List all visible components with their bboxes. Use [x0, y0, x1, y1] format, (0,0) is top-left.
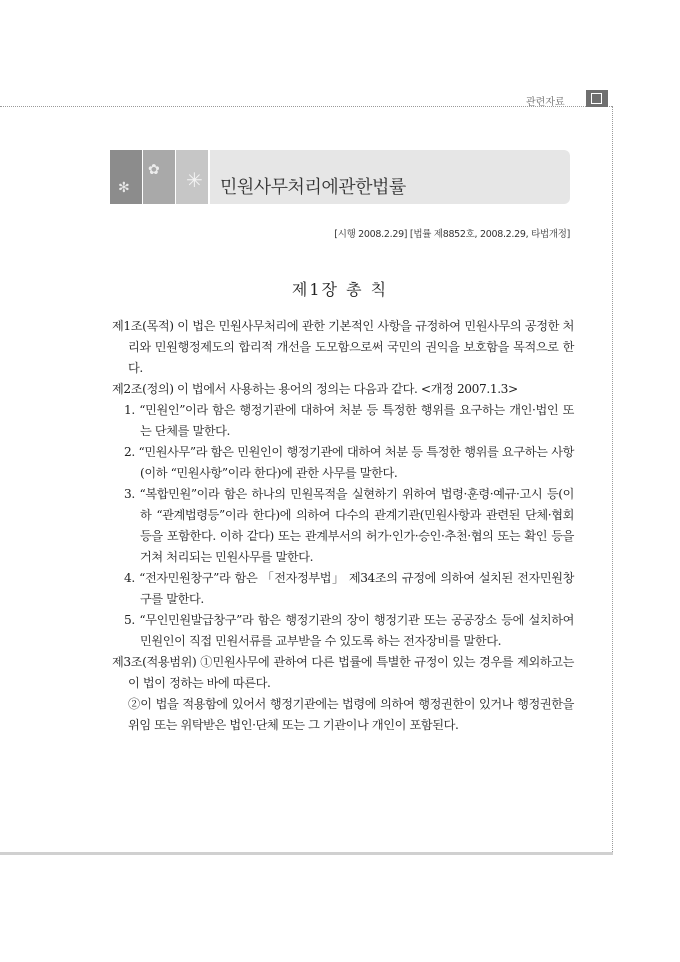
- article-2-item: 5. “무인민원발급창구”라 함은 행정기관의 장이 행정기관 또는 공공장소 등에 설치하여 민원인이 직접 민원서류를 교부받을 수 있도록 하는 전자장비를 말한다.: [124, 613, 574, 648]
- article-3-paragraph: ②이 법을 적용함에 있어서 행정기관에는 법령에 의하여 행정권한이 있거나 행정권한을 위임 또는 위탁받은 법인·단체 또는 그 기관이나 개인이 포함된다.: [128, 697, 574, 732]
- article-2-item: 4. “전자민원창구”라 함은 「전자정부법」 제34조의 규정에 의하여 설치된 전자민원창구를 말한다.: [124, 571, 574, 606]
- page-title: 민원사무처리에관한법률: [220, 177, 406, 198]
- chapter-title: 제1장 총 칙: [291, 280, 389, 299]
- article-2-item: 3. “복합민원”이라 함은 하나의 민원목적을 실현하기 위하여 법령·훈령·예규·고시 등(이하 “관계법령등”이라 한다)에 의하여 다수의 관계기관(민원사항과 관련된 단체·협회 등을 포함한다. 이하 같다) 또는 관계부서의 허가·인가·승인·추천·협의 또는 확인 등을 거쳐 처리되는 민원사무를 말한다.: [124, 487, 574, 564]
- page-frame-top-border: [0, 106, 612, 107]
- decorative-tile: [176, 150, 208, 204]
- flower-icon: ✳: [186, 168, 203, 192]
- flower-icon: ✻: [118, 180, 130, 196]
- flower-icon: ✿: [148, 162, 160, 178]
- article-3: 제3조(적용범위) ①민원사무에 관하여 다른 법률에 특별한 규정이 있는 경우를 제외하고는 이 법이 정하는 바에 따른다.: [112, 655, 574, 690]
- article-2-item: 1. “민원인”이라 함은 행정기관에 대하여 처분 등 특정한 행위를 요구하는 개인·법인 또는 단체를 말한다.: [124, 403, 574, 438]
- title-block: [110, 150, 570, 204]
- article-2-item: 2. “민원사무”라 함은 민원인이 행정기관에 대하여 처분 등 특정한 행위를 요구하는 사항(이하 “민원사항”이라 한다)에 관한 사무를 말한다.: [124, 445, 574, 480]
- enforcement-info: [시행 2008.2.29] [법률 제8852호, 2008.2.29, 타법개정]: [334, 229, 570, 240]
- section-marker-icon: [586, 90, 608, 107]
- decorative-tile: [110, 150, 142, 204]
- article-2: 제2조(정의) 이 법에서 사용하는 용어의 정의는 다음과 같다. <개정 2007.1.3>: [112, 382, 518, 396]
- title-bar: [210, 150, 570, 204]
- page-frame-bottom-border: [0, 852, 613, 855]
- decorative-tile: [143, 150, 175, 204]
- page-frame-right-border: [612, 106, 613, 852]
- law-body: [112, 316, 574, 736]
- article-1: 제1조(목적) 이 법은 민원사무처리에 관한 기본적인 사항을 규정하여 민원사무의 공정한 처리와 민원행정제도의 합리적 개선을 도모함으로써 국민의 권익을 보호함을 목적으로 한다.: [112, 319, 574, 375]
- running-header: 관련자료: [526, 97, 565, 108]
